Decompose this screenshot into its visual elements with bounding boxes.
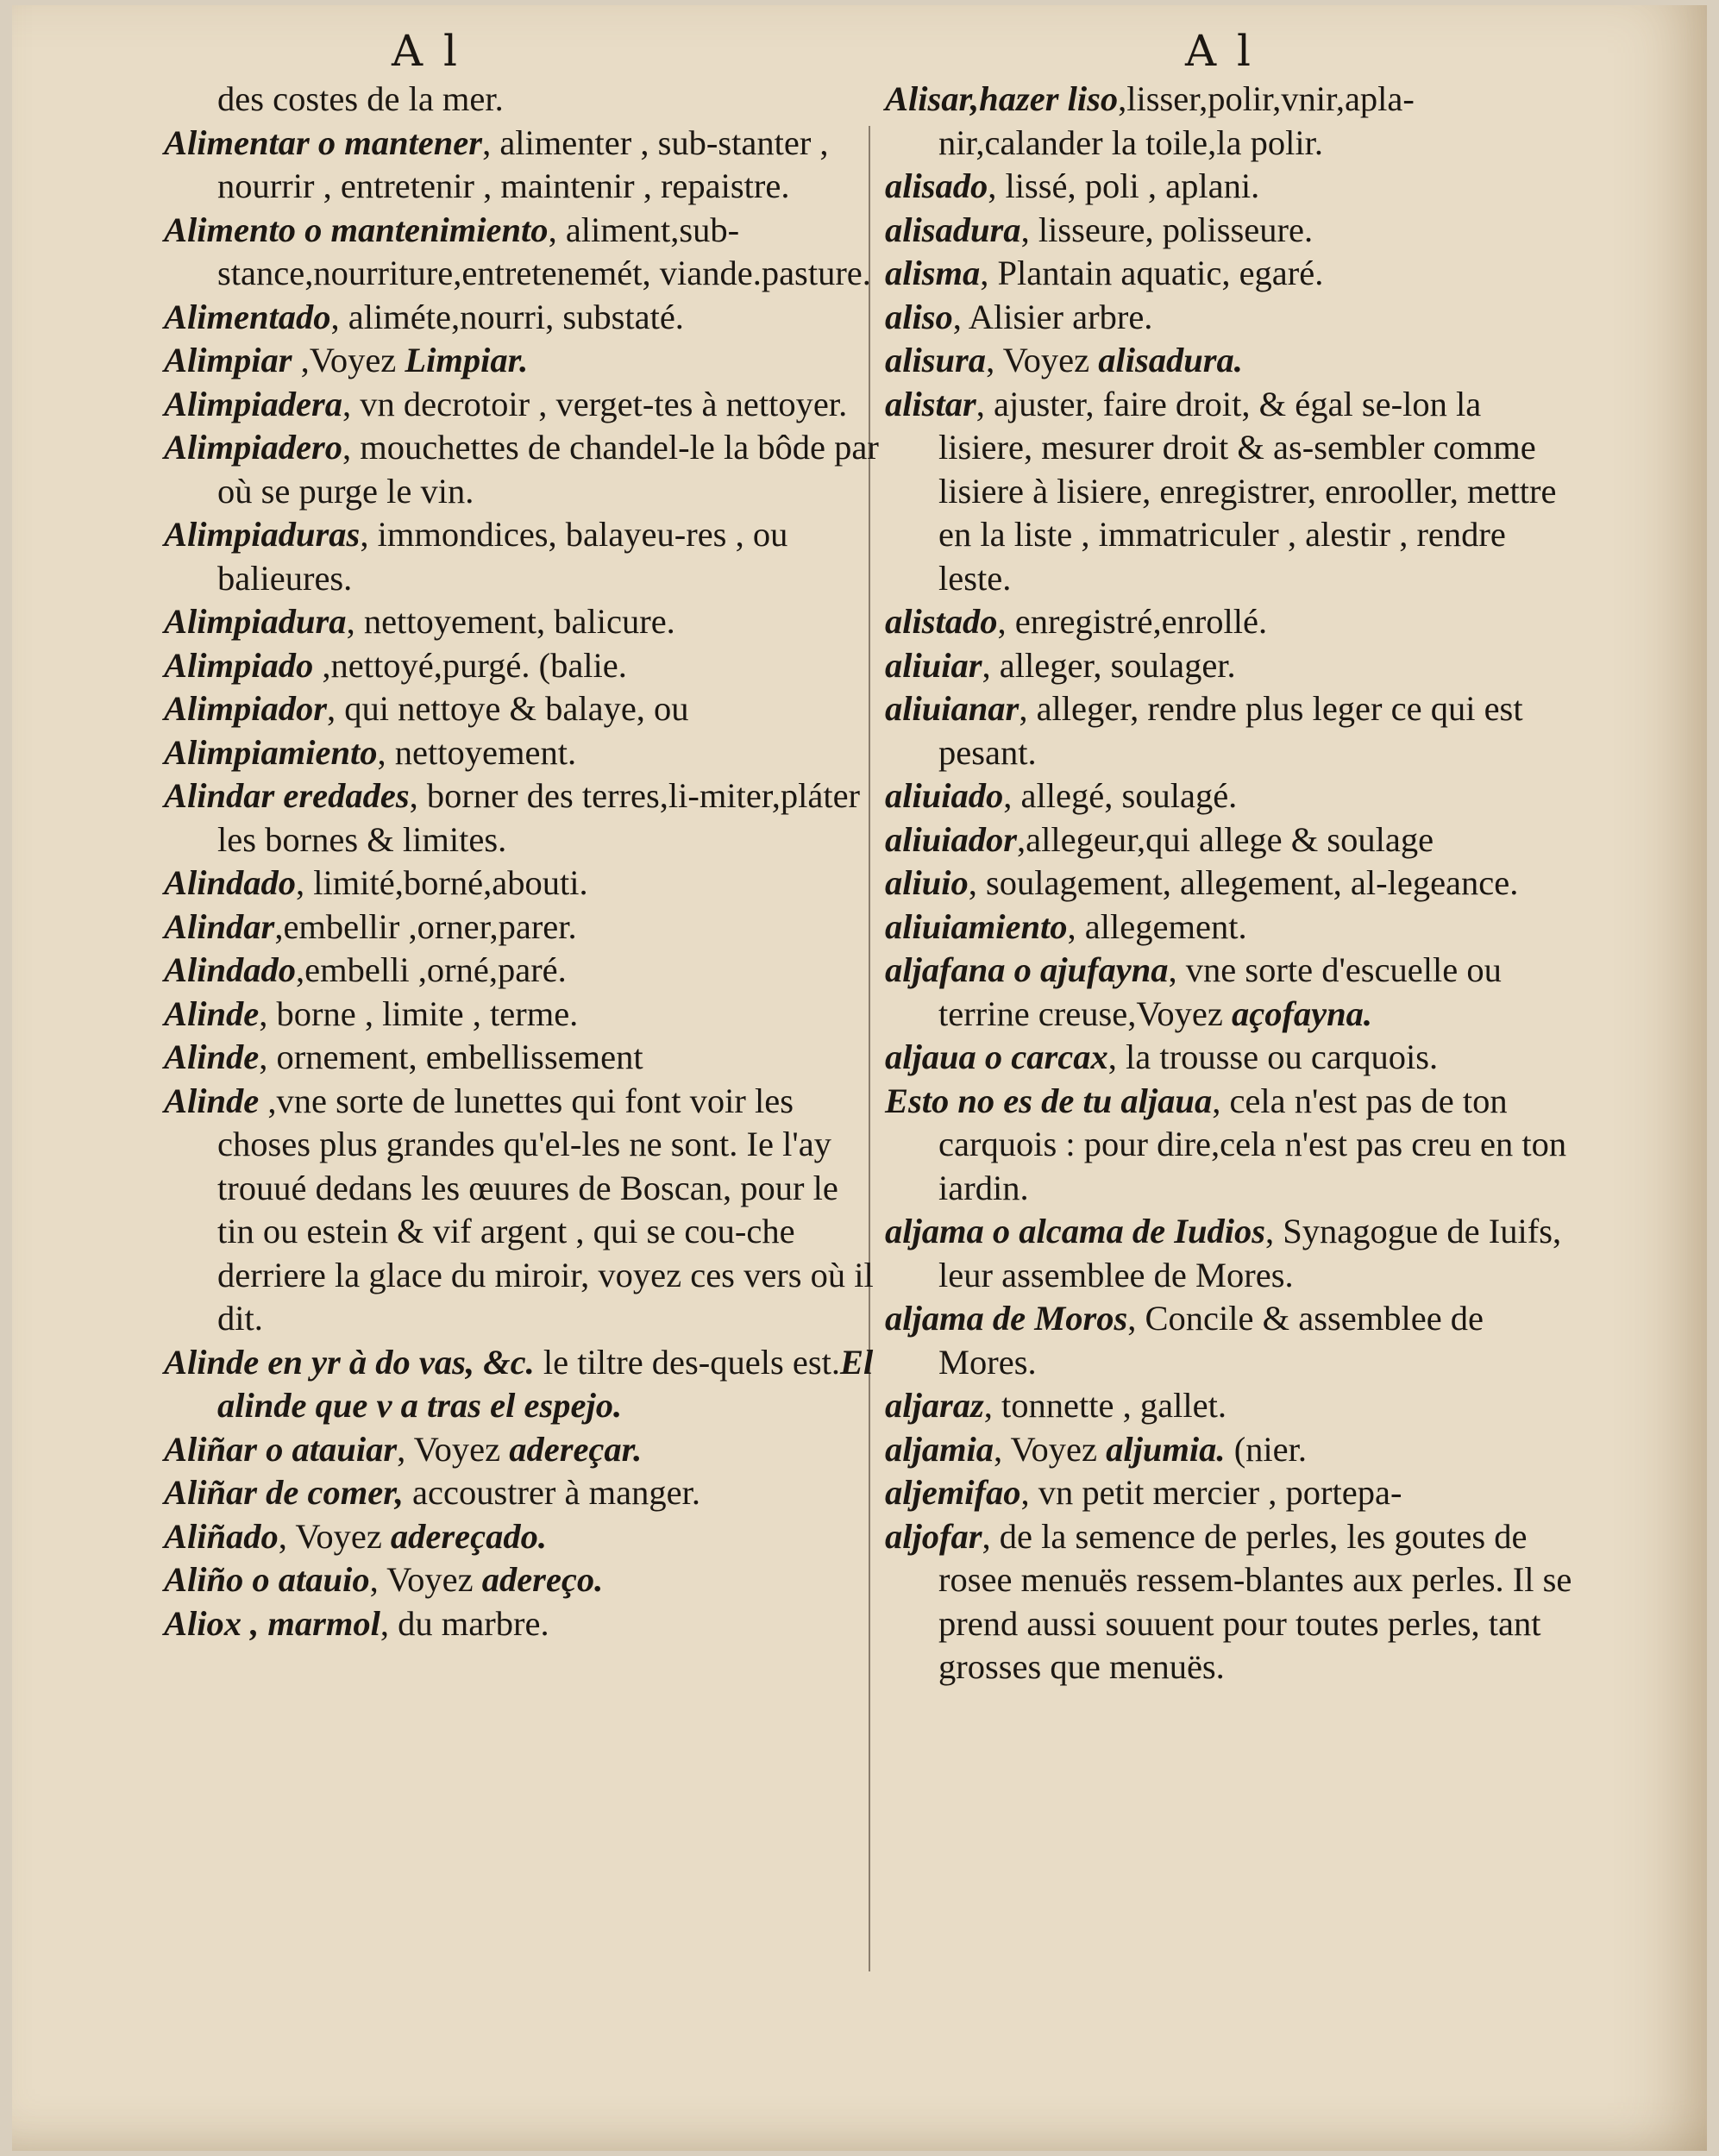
entry-headword: Alimentado — [164, 297, 331, 336]
entry-headword: aliuio — [885, 863, 969, 902]
entry-cross-reference: adereçar. — [509, 1429, 643, 1469]
entry-definition: , Voyez — [369, 1560, 482, 1599]
entry-cross-reference: El alinde que v a tras el espejo. — [217, 1342, 874, 1425]
entry-headword: aliuiamiento — [885, 906, 1068, 946]
entry-definition: , Voyez — [986, 341, 1099, 379]
entry-definition: , Voyez — [278, 1516, 391, 1556]
entry-headword: aljaua o carcax — [885, 1037, 1108, 1076]
entry-headword: Alimento o mantenimiento — [164, 210, 549, 249]
entry-headword: aliuianar — [885, 689, 1019, 728]
entry-headword: Alinde — [164, 1037, 260, 1076]
entry-headword: Alimpiador — [164, 689, 328, 728]
entry-headword: aljaraz — [885, 1386, 984, 1425]
entry-headword: alisma — [885, 254, 981, 292]
entry-definition: , vne sorte d'escuelle ou terrine creuse,Voyez — [938, 950, 1502, 1033]
entry-headword: aliuiado — [885, 776, 1004, 815]
dictionary-entry — [885, 818, 1575, 862]
dictionary-entry — [885, 209, 1575, 253]
entry-headword: Aliñar o atauiar — [164, 1429, 398, 1469]
entry-headword: alistado — [885, 602, 998, 641]
entry-headword: aliso — [885, 297, 953, 336]
entry-definition: , allegé, soulagé. — [1003, 776, 1238, 815]
dictionary-entry — [885, 1515, 1575, 1689]
entry-headword: aljama de Moros — [885, 1299, 1128, 1338]
entry-headword: Aliox , marmol — [164, 1603, 380, 1643]
dictionary-entry — [885, 600, 1575, 644]
entry-definition: , soulagement, allegement, al-legeance. — [968, 863, 1519, 902]
entry-definition: , nettoyement. — [377, 732, 577, 772]
right-column — [885, 78, 1575, 1689]
dictionary-entry — [164, 1515, 880, 1559]
dictionary-entry — [164, 339, 880, 383]
dictionary-entry — [164, 687, 880, 731]
entry-definition: , qui nettoye & balaye, ou — [327, 689, 689, 728]
entry-definition: , allegement. — [1067, 906, 1247, 946]
entry-headword: Alinde en yr à do vas, &c. — [164, 1342, 535, 1382]
entry-definition: ,allegeur,qui allege & soulage — [1017, 819, 1434, 859]
entry-definition: , Plantain aquatic, egaré. — [980, 254, 1324, 292]
entry-definition: , borner des terres,li-miter,pláter les bornes & limites. — [217, 776, 861, 859]
entry-definition: ,vne sorte de lunettes qui font voir les choses plus grandes qu'el-les ne sont. Ie l'ay trouué dedans les œuures de Boscan, pour le tin ou estein & vif argent , qui se cou-che derriere la glace du miroir, voyez ces vers où il dit. — [217, 1081, 874, 1338]
dictionary-entry — [164, 296, 880, 340]
entry-definition: , nettoyement, balicure. — [346, 602, 675, 641]
dictionary-entry — [885, 1297, 1575, 1384]
entry-definition: , aliment,sub-stance,nourriture,entretenemét, viande.pasture. — [217, 210, 871, 292]
dictionary-entry — [885, 383, 1575, 601]
entry-definition: , alleger, soulager. — [982, 645, 1236, 685]
entry-definition: , cela n'est pas de ton carquois : pour dire,cela n'est pas creu en ton iardin. — [938, 1081, 1567, 1207]
entry-headword: aljafana o ajufayna — [885, 950, 1169, 989]
book-page — [12, 5, 1707, 2151]
entry-headword: alisado — [885, 166, 988, 205]
entry-definition: , lissé, poli , aplani. — [988, 166, 1260, 205]
dictionary-entry — [885, 687, 1575, 774]
entry-definition: , alimenter , sub-stanter , nourrir , entretenir , maintenir , repaistre. — [217, 122, 829, 205]
entry-definition: , la trousse ou carquois. — [1107, 1037, 1439, 1076]
entry-headword: aliuiar — [885, 645, 982, 685]
dictionary-entry — [885, 644, 1575, 688]
dictionary-entry — [885, 1384, 1575, 1428]
dictionary-entry — [885, 78, 1575, 165]
entry-headword: Alimpiadero — [164, 428, 343, 467]
dictionary-entry — [885, 949, 1575, 1036]
dictionary-entry — [885, 774, 1575, 818]
entry-headword: Alindado — [164, 863, 297, 902]
entry-headword: alisadura — [885, 210, 1021, 249]
entry-definition: , aliméte,nourri, substaté. — [330, 297, 684, 336]
dictionary-entry — [164, 513, 880, 600]
entry-headword: aljemifao — [885, 1473, 1021, 1512]
entry-headword: Alimpiar — [164, 341, 292, 379]
dictionary-entry — [164, 1471, 880, 1515]
entry-headword: Alimpiadera — [164, 384, 343, 423]
entry-tail: (nier. — [1225, 1429, 1308, 1469]
dictionary-entry — [164, 862, 880, 906]
entry-definition: ,embelli ,orné,paré. — [296, 950, 567, 989]
entry-headword: Alisar,hazer liso — [885, 79, 1119, 118]
left-column — [164, 78, 880, 1645]
entry-definition: ,lisser,polir,vnir,apla-nir,calander la toile,la polir. — [938, 79, 1415, 162]
entry-headword: Aliño o atauio — [164, 1560, 370, 1599]
dictionary-entry — [885, 1428, 1575, 1472]
entry-definition: , Alisier arbre. — [952, 297, 1153, 336]
dictionary-entry — [885, 1210, 1575, 1297]
entry-headword: Alinde — [164, 993, 260, 1033]
entry-headword: aljama o alcama de Iudios — [885, 1212, 1266, 1250]
entry-headword: Alinde — [164, 1081, 260, 1120]
entry-definition: , ornement, embellissement — [259, 1037, 643, 1076]
dictionary-entry — [164, 1080, 880, 1341]
entry-headword: Alindar — [164, 906, 275, 946]
entry-definition: , de la semence de perles, les goutes de rosee menuës ressem-blantes aux perles. Il se prend aussi souuent pour toutes perles, tant grosses que menuës. — [938, 1516, 1572, 1686]
entry-definition: ,embellir ,orner,parer. — [274, 906, 577, 946]
running-head-left: A l — [392, 26, 461, 76]
entry-headword: aljamia — [885, 1429, 994, 1469]
entry-definition: ,nettoyé,purgé. (balie. — [313, 645, 627, 685]
entry-headword: Aliñar de comer, — [164, 1473, 404, 1512]
entry-headword: Alimpiamiento — [164, 732, 378, 772]
dictionary-entry — [164, 906, 880, 950]
dictionary-entry — [885, 1080, 1575, 1211]
entry-cross-reference: aljumia. — [1106, 1429, 1226, 1469]
entry-headword: Alimpiado — [164, 645, 314, 685]
dictionary-entry — [885, 1036, 1575, 1080]
dictionary-entry — [164, 78, 880, 122]
entry-cross-reference: Limpiar. — [405, 341, 529, 379]
dictionary-entry — [164, 1341, 880, 1428]
dictionary-entry — [164, 1602, 880, 1646]
dictionary-entry — [164, 1428, 880, 1472]
entry-cross-reference: açofayna. — [1231, 993, 1373, 1033]
entry-definition: , limité,borné,abouti. — [296, 863, 588, 902]
entry-headword: aljofar — [885, 1516, 982, 1556]
entry-headword: alistar — [885, 384, 976, 423]
entry-definition: accoustrer à manger. — [403, 1473, 700, 1512]
dictionary-entry — [164, 993, 880, 1037]
entry-definition: , du marbre. — [380, 1603, 549, 1643]
entry-headword: Alindar eredades — [164, 776, 410, 815]
dictionary-entry — [164, 1036, 880, 1080]
dictionary-entry — [164, 949, 880, 993]
dictionary-entry — [885, 862, 1575, 906]
dictionary-entry — [164, 731, 880, 775]
entry-headword: Aliñado — [164, 1516, 279, 1556]
dictionary-entry — [885, 906, 1575, 950]
entry-definition: , alleger, rendre plus leger ce qui est pesant. — [938, 689, 1523, 772]
entry-definition: ,Voyez — [292, 341, 405, 379]
entry-definition: , mouchettes de chandel-le la bôde par où se purge le vin. — [217, 428, 879, 511]
dictionary-entry — [164, 122, 880, 209]
entry-headword: Esto no es de tu aljaua — [885, 1081, 1213, 1120]
entry-headword: alisura — [885, 341, 987, 379]
entry-definition: , vn petit mercier , portepa- — [1020, 1473, 1402, 1512]
dictionary-entry — [885, 1471, 1575, 1515]
entry-cross-reference: alisadura. — [1098, 341, 1243, 379]
dictionary-entry — [164, 426, 880, 513]
dictionary-entry — [164, 600, 880, 644]
dictionary-entry — [164, 774, 880, 862]
entry-headword: aliuiador — [885, 819, 1018, 859]
entry-cross-reference: adereço. — [481, 1560, 604, 1599]
entry-headword: Alimpiadura — [164, 602, 347, 641]
entry-definition: , lisseure, polisseure. — [1020, 210, 1314, 249]
dictionary-entry — [164, 644, 880, 688]
entry-definition: le tiltre des-quels est. — [534, 1342, 841, 1382]
dictionary-entry — [885, 252, 1575, 296]
entry-definition: , vn decrotoir , verget-tes à nettoyer. — [342, 384, 848, 423]
entry-headword: Alimpiaduras — [164, 515, 361, 554]
entry-cross-reference: adereçado. — [390, 1516, 547, 1556]
entry-definition: , ajuster, faire droit, & égal se-lon la lisiere, mesurer droit & as-sembler comme lisiere à lisiere, enregistrer, enrooller, mettre en la liste , immatriculer , alestir , rendre leste. — [938, 384, 1557, 598]
dictionary-entry — [164, 383, 880, 427]
entry-definition: , Synagogue de Iuifs, leur assemblee de Mores. — [938, 1212, 1562, 1294]
entry-headword: Alindado — [164, 950, 297, 989]
entry-definition: , tonnette , gallet. — [983, 1386, 1227, 1425]
running-head-right: A l — [1185, 26, 1254, 76]
entry-definition: , Concile & assemblee de Mores. — [938, 1299, 1484, 1382]
entry-definition: , Voyez — [994, 1429, 1107, 1469]
entry-definition: , Voyez — [397, 1429, 510, 1469]
entry-definition: , borne , limite , terme. — [259, 993, 579, 1033]
dictionary-entry — [885, 165, 1575, 209]
dictionary-entry — [164, 209, 880, 296]
entry-definition: des costes de la mer. — [217, 79, 504, 118]
dictionary-entry — [885, 296, 1575, 340]
entry-definition: , enregistré,enrollé. — [997, 602, 1268, 641]
entry-headword: Alimentar o mantener — [164, 122, 483, 162]
dictionary-entry — [164, 1558, 880, 1602]
dictionary-entry — [885, 339, 1575, 383]
entry-definition: , immondices, balayeu-res , ou balieures. — [217, 515, 788, 598]
